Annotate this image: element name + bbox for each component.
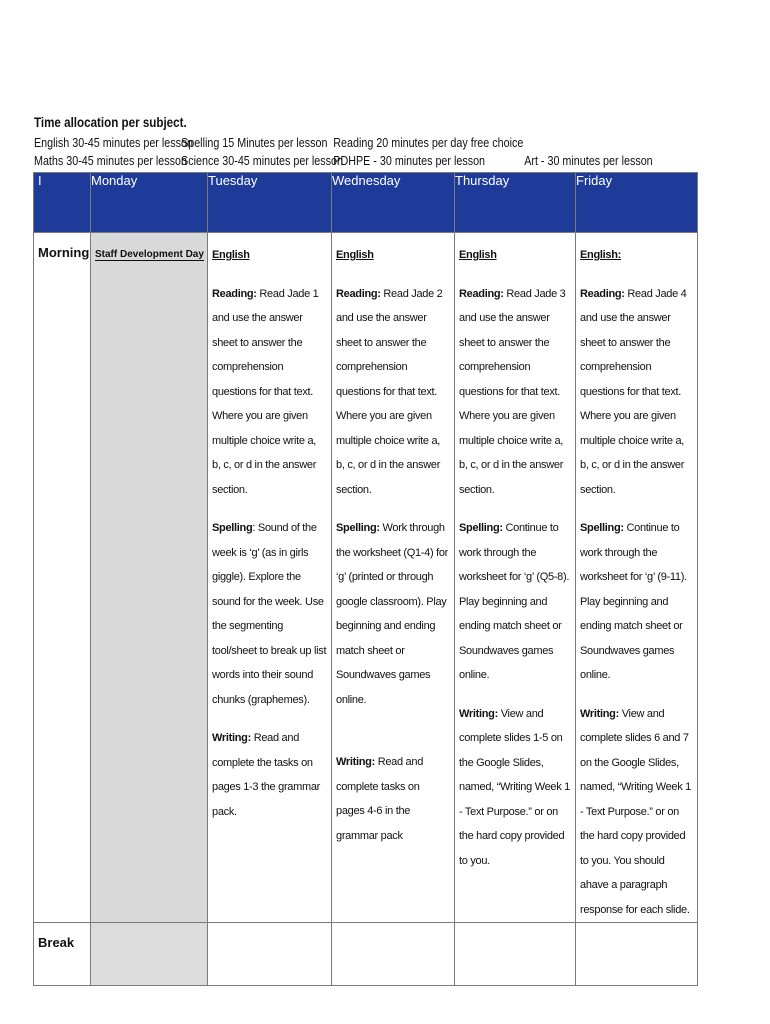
allocation-maths: Maths 30-45 minutes per lesson [34, 154, 187, 168]
writing-text: View and complete slides 1-5 on the Google Slides, named, “Writing Week 1 - Text Purpose.” or on the hard copy provided to you. [459, 707, 570, 867]
allocation-title: Time allocation per subject. [34, 115, 187, 130]
writing-text: Read and complete tasks on pages 4-6 in the grammar pack [336, 756, 424, 842]
timetable-header [34, 173, 698, 233]
header-friday: Friday [576, 173, 698, 233]
writing-text: View and complete slides 6 and 7 on the Google Slides, named, “Writing Week 1 - Text Purpose.” or on the hard copy provided to you. You should ahave a paragraph response for each slide. [580, 707, 691, 916]
writing-label: Writing: [580, 707, 619, 720]
thursday-spelling [459, 516, 571, 688]
monday-cell [91, 233, 208, 923]
spelling-text: Work through the worksheet (Q1-4) for ‘g’ (printed or through google classroom). Play beginning and ending match sheet or Soundwaves games online. [336, 522, 449, 706]
thursday-writing [459, 702, 571, 874]
allocation-art: Art - 30 minutes per lesson [524, 154, 653, 168]
break-label: Break [34, 923, 91, 986]
break-wednesday [332, 923, 455, 986]
friday-cell [576, 233, 698, 923]
reading-label: Reading: [212, 287, 257, 300]
spelling-label: Spelling: [580, 522, 624, 534]
break-row [34, 923, 698, 986]
reading-label: Reading: [580, 287, 625, 300]
thursday-cell [455, 233, 576, 923]
morning-label: Morning [34, 233, 91, 923]
break-thursday [455, 923, 576, 986]
writing-label: Writing: [336, 756, 375, 768]
allocation-spelling: Spelling 15 Minutes per lesson [181, 136, 328, 150]
break-tuesday [208, 923, 332, 986]
tuesday-reading [212, 282, 327, 503]
allocation-reading: Reading 20 minutes per day free choice [333, 136, 524, 150]
timetable [33, 172, 698, 986]
tuesday-subject: English [212, 249, 250, 261]
header-first-cell: I [34, 173, 91, 233]
reading-text: Read Jade 2 and use the answer sheet to answer the comprehension questions for that text. Where you are given multiple choice write a, b, c, or d in the answer section. [336, 287, 443, 496]
thursday-subject: English [459, 249, 497, 261]
reading-text: Read Jade 4 and use the answer sheet to answer the comprehension questions for that text. Where you are given multiple choice write a, b, c, or d in the answer section. [580, 287, 687, 496]
header-tuesday: Tuesday [208, 173, 332, 233]
friday-spelling [580, 516, 693, 688]
reading-text: Read Jade 1 and use the answer sheet to answer the comprehension questions for that text. Where you are given multiple choice write a, b, c, or d in the answer section. [212, 287, 319, 496]
friday-subject: English: [580, 249, 621, 261]
morning-row [34, 233, 698, 923]
spelling-text: Continue to work through the worksheet for ‘g’ (9-11). Play beginning and ending match sheet or Soundwaves games online. [580, 522, 687, 681]
wednesday-cell [332, 233, 455, 923]
break-monday [91, 923, 208, 986]
writing-label: Writing: [459, 707, 498, 720]
header-wednesday: Wednesday [332, 173, 455, 233]
friday-writing [580, 702, 693, 923]
thursday-reading [459, 282, 571, 503]
wednesday-subject: English [336, 249, 374, 261]
allocation-pdhpe: PDHPE - 30 minutes per lesson [333, 154, 486, 168]
wednesday-reading [336, 282, 450, 503]
allocation-english: English 30-45 minutes per lesson [34, 136, 193, 150]
writing-label: Writing: [212, 732, 251, 744]
reading-label: Reading: [459, 287, 504, 300]
wednesday-writing [336, 750, 450, 848]
staff-development-day: Staff Development Day [95, 249, 204, 260]
spelling-text: : Sound of the week is ‘g’ (as in girls giggle). Explore the sound for the week. Use the segmenting tool/sheet to break up list words into their sound chunks (graphemes). [212, 522, 327, 706]
spelling-text: Continue to work through the worksheet for ‘g’ (Q5-8). Play beginning and ending match sheet or Soundwaves games online. [459, 522, 570, 681]
break-friday [576, 923, 698, 986]
spelling-label: Spelling: [459, 522, 503, 534]
writing-text: Read and complete the tasks on pages 1-3 the grammar pack. [212, 732, 321, 818]
spelling-label: Spelling [212, 522, 253, 534]
reading-text: Read Jade 3 and use the answer sheet to answer the comprehension questions for that text. Where you are given multiple choice write a, b, c, or d in the answer section. [459, 287, 566, 496]
friday-reading [580, 282, 693, 503]
tuesday-writing [212, 726, 327, 824]
wednesday-spelling [336, 516, 450, 712]
tuesday-spelling [212, 516, 327, 712]
reading-label: Reading: [336, 287, 381, 300]
allocation-science: Science 30-45 minutes per lesson [181, 154, 344, 168]
tuesday-cell [208, 233, 332, 923]
header-thursday: Thursday [455, 173, 576, 233]
spelling-label: Spelling: [336, 522, 380, 534]
header-monday: Monday [91, 173, 208, 233]
